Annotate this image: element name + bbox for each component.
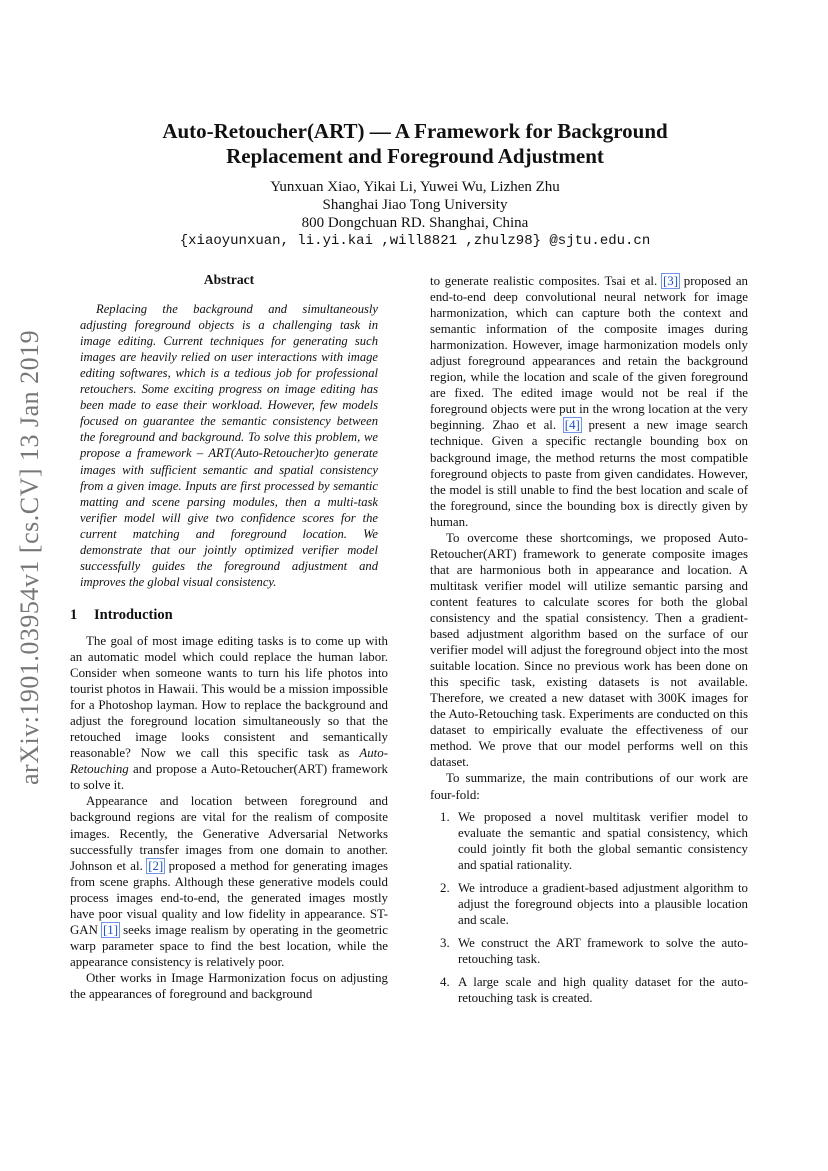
list-item-text: A large scale and high quality dataset for the auto-retouching task is created. [458,974,748,1006]
author-block [70,178,760,250]
title-line-1: Auto-Retoucher(ART) — A Framework for Background [162,119,668,143]
intro-paragraph-6: To summarize, the main contributions of our work are four-fold: [430,771,748,802]
citation-link-3[interactable]: [3] [663,274,679,288]
intro-p1-text-a: The goal of most image editing tasks is to come up with an automatic model which could replace the human labor. Consider when someone wants to turn his life photos into tourist photos in Hawaii. This would be a mission impossible for a Photoshop layman. How to replace the background and adjust the foreground location simultaneously so that the retouched image looks consistent and semantically reasonable? Now we call this specific task as [70,633,388,761]
abstract-text: Replacing the background and simultaneously adjusting foreground objects is a challenging task in image editing. Current techniques for generating such images are heavily relied on user interactions with image editing softwares, which is a tedious job for professional retouchers. Some exciting progress on image editing has been made to ease their workload. However, few models focused on guarantee the semantic consistency between the foreground and background. To solve this problem, we propose a framework – ART(Auto-Retoucher)to generate images with sufficient semantic and spatial consistency from a given image. Inputs are first processed by semantic matting and scene parsing modules, then a multi-task verifier model will give two confidence scores for the current matching and foreground location. We demonstrate that our jointly optimized verifier model successfully guides the foreground adjustment and improves the global visual consistency. [80,302,378,589]
intro-paragraph-3: Other works in Image Harmonization focus on adjusting the appearances of foreground and background [70,970,388,1001]
intro-p2-text-b: proposed a method for generating images from scene graphs. Although these generative models could process images end-to-end, the generated images mostly have poor visual quality and low fidelity in appearance. ST-GAN [70,858,388,937]
list-item-text: We proposed a novel multitask verifier model to evaluate the semantic and spatial consistency, which could jointly fit both the global semantic consistency and spatial rationality. [458,809,748,872]
intro-paragraph-2 [70,793,388,970]
right-column [430,273,748,1013]
intro-p2-text-c: seeks image realism by operating in the geometric warp parameter space to find the best location, while the appearance consistency is relatively poor. [70,922,388,969]
intro-p4-text-a: to generate realistic composites. Tsai et al. [430,274,662,288]
list-item-text: We introduce a gradient-based adjustment algorithm to adjust the foreground objects into a plausible location and scale. [458,880,748,927]
intro-p1-emphasis: Auto-Retouching [70,746,388,777]
abstract-body [70,301,388,590]
citation-link-4[interactable]: [4] [564,418,580,433]
abstract-heading: Abstract [203,272,255,287]
list-item-text: We construct the ART framework to solve the auto-retouching task. [458,935,748,966]
intro-p4-text-c: present a new image search technique. Given a specific rectangle bounding box on background image, the method returns the most compatible foreground objects to paste from given candidates. However, the model is still unable to find the best location and scale of the foreground, since the bounding box is directly given by human. [430,418,749,529]
list-item [430,809,748,873]
list-marker: 1. [440,809,450,824]
intro-paragraph-5: To overcome these shortcomings, we proposed Auto-Retoucher(ART) framework to generate composite images that are harmonious both in appearance and location. A multitask verifier model will utilize semantic parsing and content features to calculate scores for both the global consistency and the spatial consistency. Then a gradient-based adjustment algorithm based on the surface of our verifier model will adjust the foreground object into the most suitable location. Since no previous work has been done on this specific task, existing datasets is not available. Therefore, we created a new dataset with 300K images for the Auto-Retouching task. Experiments are conducted on this dataset to empirically evaluate the effectiveness of our method. We prove that our model performs well on this dataset. [430,530,748,770]
list-item [430,974,748,1006]
intro-p2-text-a: Appearance and location between foreground and background regions are vital for the realism of composite images. Recently, the Generative Adversarial Networks successfully transfer images from one domain to another. Johnson et al. [70,794,388,873]
intro-paragraph-1 [70,633,388,793]
contributions-list [430,809,748,1007]
title-line-2: Replacement and Foreground Adjustment [226,144,604,168]
intro-p1-text-b: and propose a Auto-Retoucher(ART) framework to solve it. [70,762,388,793]
intro-p4-text-b: proposed an end-to-end deep convolutional neural network for image harmonization, which can capture both the context and semantic information of the composite images during harmonization. However, image harmonization models only adjust foreground appearances and retain the background region, while the location and scale of the given foreground are fixed. The edited image would not be real if the foreground objects were put in the wrong location at the very beginning. Zhao et al. [430,274,748,433]
author-emails: {xiaoyunxuan, li.yi.kai ,will8821 ,zhulz98} @sjtu.edu.cn [179,233,651,249]
intro-paragraph-4 [430,273,748,530]
affiliation: Shanghai Jiao Tong University [322,197,508,213]
list-marker: 3. [440,935,450,950]
address: 800 Dongchuan RD. Shanghai, China [301,215,529,231]
citation-link-1[interactable]: [1] [103,922,119,937]
list-marker: 2. [440,880,450,895]
arxiv-identifier: arXiv:1901.03954v1 [cs.CV] 13 Jan 2019 [15,329,44,785]
citation-link-2[interactable]: [2] [148,858,164,873]
list-item [430,880,748,928]
author-names: Yunxuan Xiao, Yikai Li, Yuwei Wu, Lizhen Zhu [270,179,560,195]
section-number: 1 [70,606,78,623]
section-heading-introduction [70,607,388,623]
paper-title [70,119,760,169]
section-title: Introduction [94,606,173,623]
list-marker: 4. [440,974,450,989]
left-column [70,272,388,1002]
list-item [430,935,748,967]
